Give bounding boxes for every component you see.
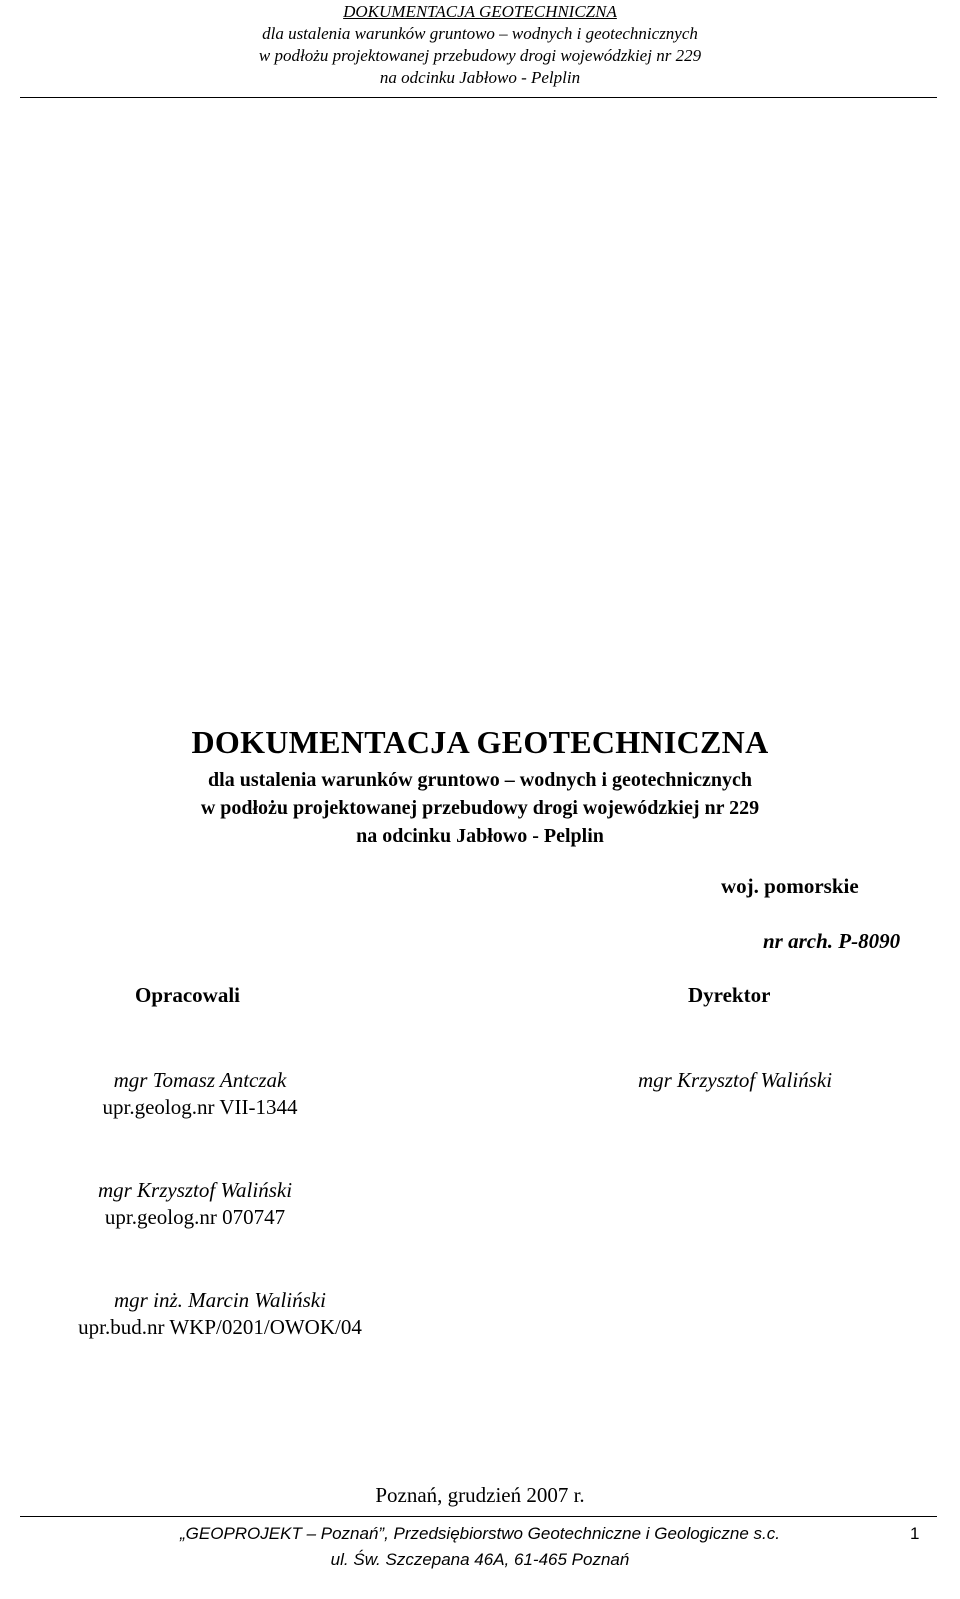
footer-company: „GEOPROJEKT – Poznań”, Przedsiębiorstwo Geotechniczne i Geologiczne s.c. <box>180 1524 780 1543</box>
author-3-name: mgr inż. Marcin Waliński <box>114 1288 326 1312</box>
author-2-name: mgr Krzysztof Waliński <box>97 1178 293 1202</box>
document-subtitle <box>0 766 960 850</box>
author-1 <box>80 1067 320 1121</box>
header-title: DOKUMENTACJA GEOTECHNICZNA <box>343 2 617 21</box>
author-3-credential: upr.bud.nr WKP/0201/OWOK/04 <box>78 1315 362 1339</box>
subtitle-line-3: na odcinku Jabłowo - Pelplin <box>356 825 604 847</box>
running-header <box>0 0 960 89</box>
header-line-2: w podłożu projektowanej przebudowy drogi wojewódzkiej nr 229 <box>258 46 702 65</box>
author-2 <box>70 1177 320 1231</box>
prepared-by-label: Opracowali <box>135 983 240 1007</box>
director-signatory <box>610 1067 860 1094</box>
page-number: 1 <box>910 1524 920 1543</box>
author-1-name: mgr Tomasz Antczak <box>113 1068 287 1092</box>
subtitle-line-2: w podłożu projektowanej przebudowy drogi wojewódzkiej nr 229 <box>200 797 760 819</box>
director-name: mgr Krzysztof Waliński <box>637 1068 833 1092</box>
director-label: Dyrektor <box>688 983 771 1007</box>
running-footer <box>0 1521 960 1573</box>
subtitle-line-1: dla ustalenia warunków gruntowo – wodnych i geotechnicznych <box>208 769 752 791</box>
header-divider <box>20 97 937 98</box>
author-2-credential: upr.geolog.nr 070747 <box>104 1205 286 1229</box>
footer-divider <box>20 1516 937 1517</box>
author-3 <box>60 1287 380 1341</box>
header-line-3: na odcinku Jabłowo - Pelplin <box>379 68 581 87</box>
voivodeship: woj. pomorskie <box>721 874 859 898</box>
author-1-credential: upr.geolog.nr VII-1344 <box>102 1095 298 1119</box>
document-title: DOKUMENTACJA GEOTECHNICZNA <box>191 724 769 760</box>
footer-address: ul. Św. Szczepana 46A, 61-465 Poznań <box>330 1550 630 1569</box>
place-and-date: Poznań, grudzień 2007 r. <box>375 1483 585 1507</box>
archive-number: nr arch. P-8090 <box>763 929 901 953</box>
header-line-1: dla ustalenia warunków gruntowo – wodnych i geotechnicznych <box>262 24 698 43</box>
